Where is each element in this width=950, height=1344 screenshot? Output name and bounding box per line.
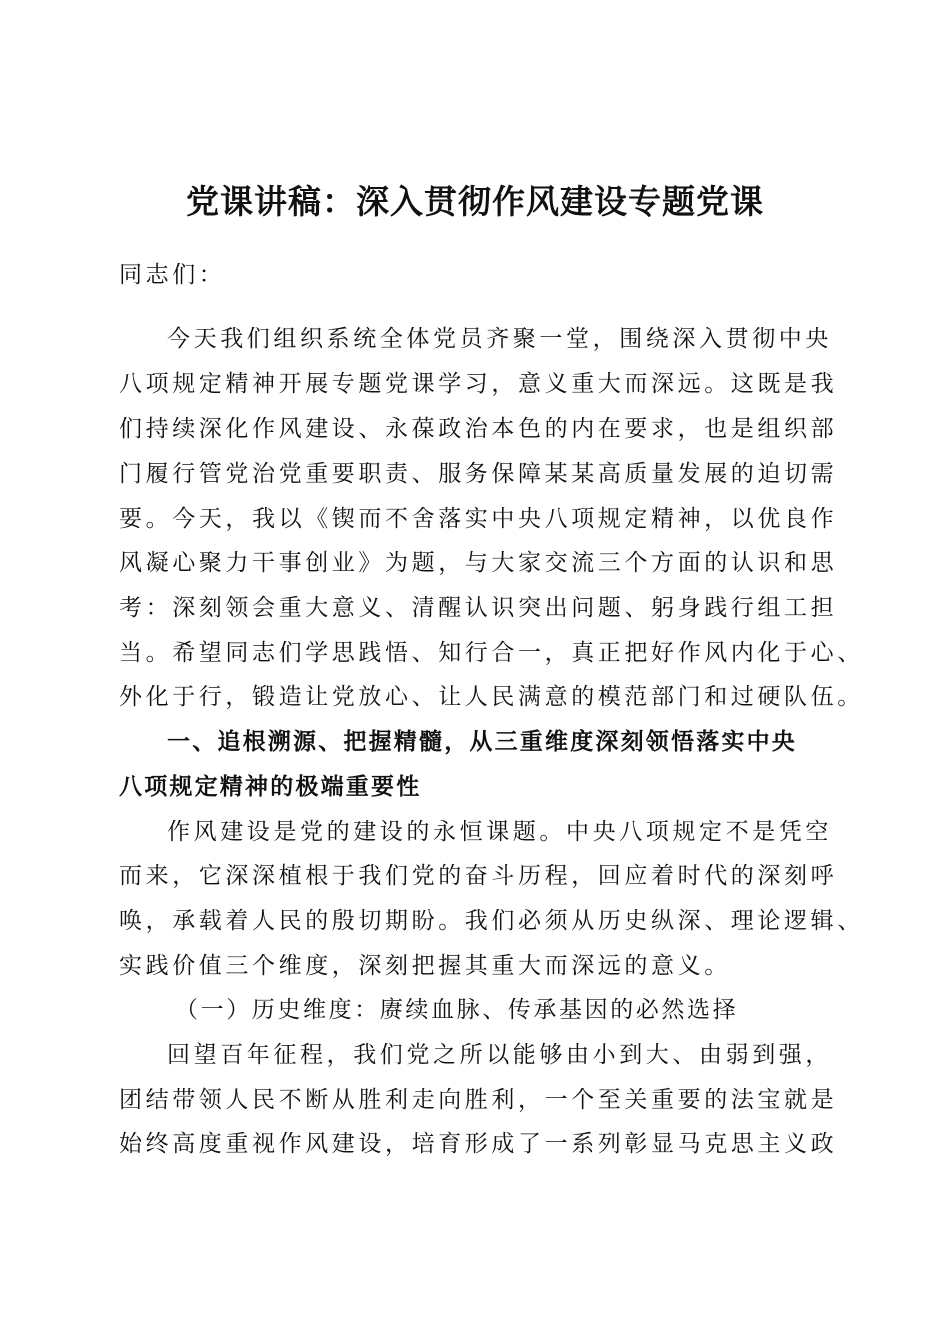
subsection-heading: （一）历史维度：赓续血脉、传承基因的必然选择 [175, 997, 739, 1023]
salutation: 同志们： [119, 262, 226, 288]
paragraph-line: 要。今天，我以《锲而不舍落实中央八项规定精神，以优良作 [119, 506, 838, 532]
section-heading: 一、追根溯源、把握精髓，从三重维度深刻领悟落实中央 [167, 729, 797, 755]
paragraph-line: 八项规定精神开展专题党课学习，意义重大而深远。这既是我 [119, 371, 838, 397]
paragraph-line: 门履行管党治党重要职责、服务保障某某高质量发展的迫切需 [119, 461, 838, 487]
paragraph-line: 风凝心聚力干事创业》为题，与大家交流三个方面的认识和思 [119, 550, 838, 576]
paragraph-line: 实践价值三个维度，深刻把握其重大而深远的意义。 [119, 953, 731, 979]
paragraph-line: 作风建设是党的建设的永恒课题。中央八项规定不是凭空 [167, 819, 832, 845]
paragraph-line: 今天我们组织系统全体党员齐聚一堂，围绕深入贯彻中央 [167, 326, 832, 352]
paragraph-line: 回望百年征程，我们党之所以能够由小到大、由弱到强， [167, 1042, 832, 1068]
paragraph-line: 始终高度重视作风建设，培育形成了一系列彰显马克思主义政 [119, 1131, 838, 1157]
paragraph-line: 们持续深化作风建设、永葆政治本色的内在要求，也是组织部 [119, 416, 838, 442]
paragraph-line: 外化于行，锻造让党放心、让人民满意的模范部门和过硬队伍。 [119, 684, 864, 710]
paragraph-line: 当。希望同志们学思践悟、知行合一，真正把好作风内化于心、 [119, 640, 864, 666]
paragraph-line: 团结带领人民不断从胜利走向胜利，一个至关重要的法宝就是 [119, 1087, 838, 1113]
paragraph-line: 唤，承载着人民的殷切期盼。我们必须从历史纵深、理论逻辑、 [119, 908, 864, 934]
paragraph-line: 考：深刻领会重大意义、清醒认识突出问题、躬身践行组工担 [119, 595, 838, 621]
section-heading: 八项规定精神的极端重要性 [119, 774, 422, 800]
paragraph-line: 而来，它深深植根于我们党的奋斗历程，回应着时代的深刻呼 [119, 863, 838, 889]
document-title: 党课讲稿：深入贯彻作风建设专题党课 [186, 182, 764, 221]
